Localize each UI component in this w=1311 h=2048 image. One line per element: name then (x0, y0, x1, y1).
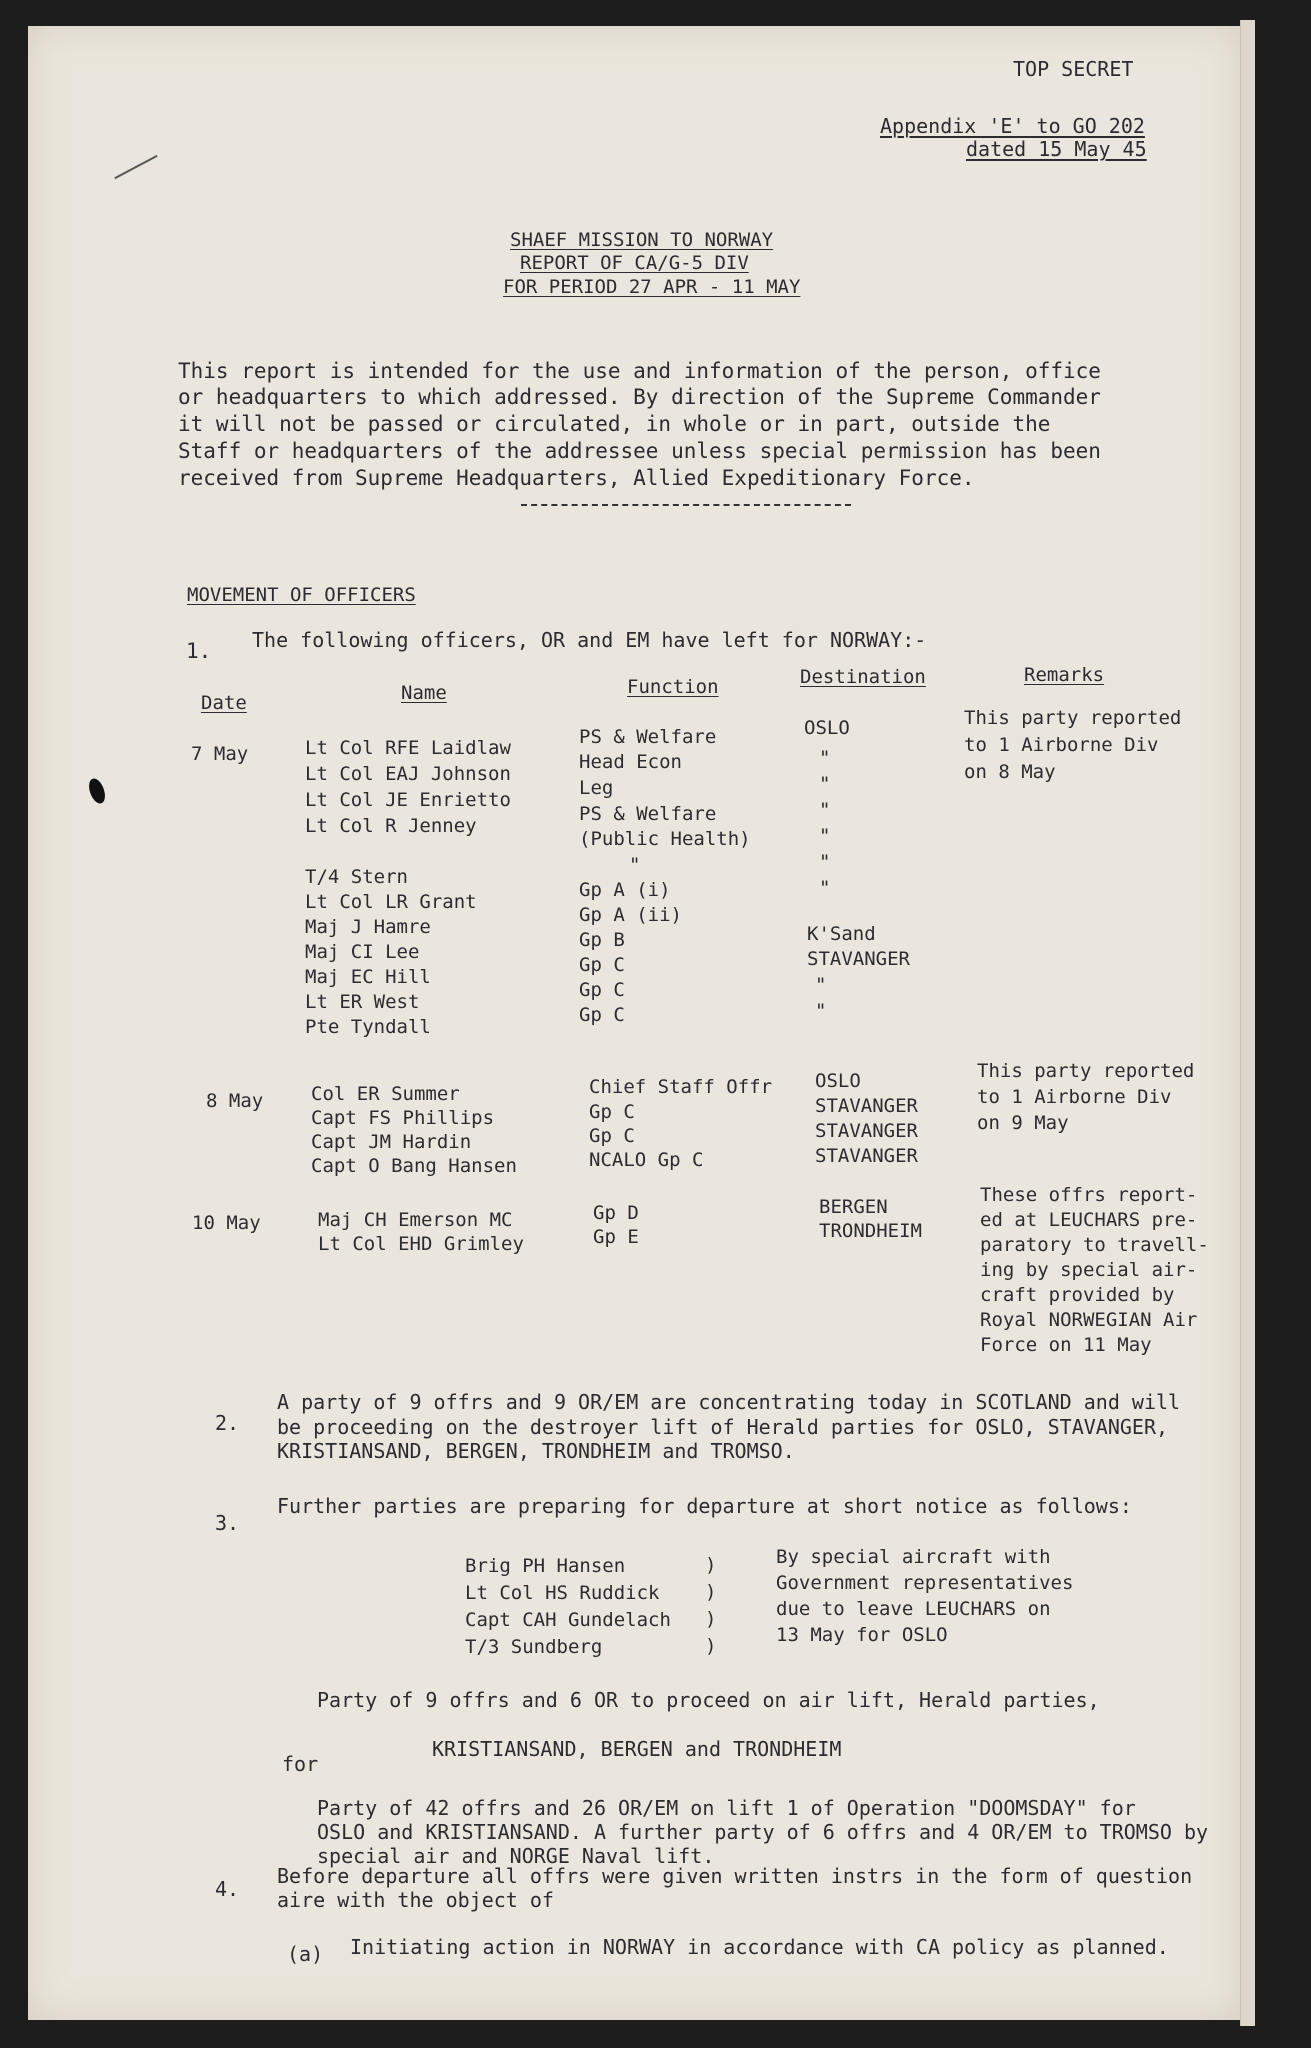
table-row-name: Maj EC Hill (305, 966, 431, 988)
notice-line-4: Staff or headquarters of the addressee unless special permission has been (178, 439, 1101, 463)
party-2-line-3: special air and NORGE Naval lift. (317, 1844, 715, 1868)
table-row-function: Gp E (593, 1226, 639, 1248)
header-name: Name (401, 682, 447, 704)
table-row-function: Chief Staff Offr (589, 1076, 773, 1098)
ink-blot (86, 776, 108, 805)
group-1-remarks: This party reported (964, 707, 1182, 729)
header-date: Date (201, 692, 247, 714)
table-row-destination: " (819, 747, 831, 769)
table-row-destination: STAVANGER (807, 948, 910, 970)
para-3-text: Further parties are preparing for departure at short notice as follows: (277, 1494, 1132, 1518)
party-2-line-1: Party of 42 offrs and 26 OR/EM on lift 1 of Operation "DOOMSDAY" for (317, 1796, 1136, 1820)
table-row-name: Capt JM Hardin (311, 1131, 472, 1153)
grouping-brace: ) (705, 1635, 717, 1657)
table-row-function: " (629, 854, 641, 876)
para-2-line-1: A party of 9 offrs and 9 OR/EM are concentrating today in SCOTLAND and will (277, 1390, 1181, 1414)
appendix-date: dated 15 May 45 (966, 137, 1147, 161)
table-row-function: PS & Welfare (579, 726, 717, 748)
group-1-remarks: to 1 Airborne Div (964, 734, 1159, 756)
notice-line-3: it will not be passed or circulated, in whole or in part, outside the (178, 412, 1051, 436)
table-row-name: Capt O Bang Hansen (311, 1155, 517, 1177)
section-heading: MOVEMENT OF OFFICERS (187, 584, 416, 606)
group-3-remarks: craft provided by (980, 1284, 1175, 1306)
table-row-name: Capt FS Phillips (311, 1107, 495, 1129)
party-detail: 13 May for OSLO (776, 1624, 948, 1646)
group-3-remarks: paratory to travell- (980, 1234, 1209, 1256)
table-row-name: Lt ER West (305, 991, 420, 1013)
party-1-line-1: Party of 9 offrs and 6 OR to proceed on air lift, Herald parties, (317, 1688, 1100, 1712)
table-row-function: PS & Welfare (579, 803, 717, 825)
title-line-3: FOR PERIOD 27 APR - 11 MAY (503, 276, 801, 298)
para-4-line-1: Before departure all offrs were given written instrs in the form of question (277, 1864, 1193, 1888)
header-function: Function (627, 676, 719, 698)
table-row-destination: " (819, 851, 831, 873)
item-a-text: Initiating action in NORWAY in accordance with CA policy as planned. (350, 1935, 1169, 1959)
table-row-function: Gp A (ii) (579, 904, 682, 926)
table-row-function: (Public Health) (579, 828, 751, 850)
appendix-reference: Appendix 'E' to GO 202 (880, 114, 1145, 138)
party-detail: By special aircraft with (776, 1546, 1051, 1568)
table-row-function: Gp C (579, 979, 625, 1001)
title-line-2: REPORT OF CA/G-5 DIV (520, 252, 749, 274)
grouping-brace: ) (705, 1554, 717, 1576)
classification-marking: TOP SECRET (1013, 57, 1134, 81)
item-a-label: (a) (287, 1942, 324, 1966)
table-row-name: Lt Col EAJ Johnson (305, 763, 511, 785)
group-3-remarks: Royal NORWEGIAN Air (980, 1309, 1198, 1331)
document-page (28, 26, 1240, 2020)
table-row-function: Gp C (589, 1101, 635, 1123)
para-2-line-3: KRISTIANSAND, BERGEN, TRONDHEIM and TROMSO. (277, 1439, 795, 1463)
party-1-for: for (282, 1752, 319, 1776)
table-row-destination: BERGEN (819, 1196, 888, 1218)
group-2-date: 8 May (206, 1090, 264, 1112)
pen-mark (114, 155, 157, 179)
para-4-number: 4. (215, 1877, 240, 1901)
party-1-line-2: KRISTIANSAND, BERGEN and TRONDHEIM (432, 1737, 842, 1761)
table-row-name: Lt Col R Jenney (305, 815, 477, 837)
para-2-line-2: be proceeding on the destroyer lift of Herald parties for OSLO, STAVANGER, (277, 1415, 1169, 1439)
table-row-destination: " (819, 799, 831, 821)
table-row-name: Lt Col JE Enrietto (305, 789, 511, 811)
party-detail: Government representatives (776, 1572, 1074, 1594)
group-1-remarks: on 8 May (964, 761, 1056, 783)
party-member: Brig PH Hansen (465, 1555, 626, 1577)
table-row-name: Maj J Hamre (305, 916, 431, 938)
notice-line-1: This report is intended for the use and information of the person, office (178, 359, 1101, 383)
underlying-page-edge (1240, 20, 1255, 2026)
table-row-destination: K'Sand (807, 923, 876, 945)
title-line-1: SHAEF MISSION TO NORWAY (510, 229, 774, 251)
group-3-remarks: These offrs report- (980, 1184, 1198, 1206)
table-row-function: NCALO Gp C (589, 1149, 704, 1171)
notice-line-5: received from Supreme Headquarters, Allied Expeditionary Force. (178, 466, 975, 490)
group-2-remarks: on 9 May (977, 1112, 1069, 1134)
group-3-remarks: ing by special air- (980, 1259, 1198, 1281)
party-detail: due to leave LEUCHARS on (776, 1598, 1051, 1620)
table-row-function: Leg (579, 777, 614, 799)
table-row-name: Lt Col LR Grant (305, 891, 477, 913)
table-row-destination: " (815, 974, 827, 996)
para-1-number: 1. (186, 639, 212, 663)
table-row-destination: OSLO (804, 717, 850, 739)
grouping-brace: ) (705, 1608, 717, 1630)
table-row-name: Lt Col EHD Grimley (318, 1233, 524, 1255)
table-row-name: Maj CI Lee (305, 941, 420, 963)
table-row-destination: STAVANGER (815, 1145, 918, 1167)
table-row-destination: " (819, 825, 831, 847)
group-2-remarks: This party reported (977, 1060, 1195, 1082)
party-2-line-2: OSLO and KRISTIANSAND. A further party of 6 offrs and 4 OR/EM to TROMSO by (317, 1820, 1209, 1844)
table-row-function: Gp A (i) (579, 879, 671, 901)
table-row-function: Gp C (579, 954, 625, 976)
group-3-remarks: ed at LEUCHARS pre- (980, 1209, 1198, 1231)
party-member: Capt CAH Gundelach (465, 1609, 671, 1631)
group-1-date: 7 May (191, 743, 249, 765)
table-row-destination: " (819, 877, 831, 899)
table-row-name: Maj CH Emerson MC (318, 1209, 513, 1231)
table-row-name: Lt Col RFE Laidlaw (305, 737, 511, 759)
grouping-brace: ) (705, 1581, 717, 1603)
table-row-destination: OSLO (815, 1070, 861, 1092)
table-row-function: Gp D (593, 1202, 639, 1224)
table-row-destination: STAVANGER (815, 1120, 918, 1142)
table-row-function: Gp C (589, 1125, 635, 1147)
table-row-destination: STAVANGER (815, 1095, 918, 1117)
table-row-function: Gp B (579, 929, 625, 951)
group-3-remarks: Force on 11 May (980, 1334, 1152, 1356)
header-destination: Destination (800, 666, 926, 688)
header-remarks: Remarks (1024, 664, 1105, 686)
para-1-text: The following officers, OR and EM have left for NORWAY:- (252, 628, 927, 652)
para-4-line-2: aire with the object of (277, 1888, 554, 1912)
notice-line-2: or headquarters to which addressed. By direction of the Supreme Commander (178, 385, 1101, 409)
table-row-function: Head Econ (579, 751, 682, 773)
table-row-destination: " (819, 773, 831, 795)
table-row-destination: TRONDHEIM (819, 1220, 922, 1242)
table-row-name: Col ER Summer (311, 1083, 460, 1105)
para-2-number: 2. (215, 1411, 240, 1435)
table-row-destination: " (815, 1000, 827, 1022)
party-member: T/3 Sundberg (465, 1636, 603, 1658)
table-row-function: Gp C (579, 1004, 625, 1026)
group-3-date: 10 May (192, 1212, 261, 1234)
group-2-remarks: to 1 Airborne Div (977, 1086, 1172, 1108)
party-member: Lt Col HS Ruddick (465, 1582, 660, 1604)
separator-rule (521, 504, 851, 506)
table-row-name: T/4 Stern (305, 866, 408, 888)
table-row-name: Pte Tyndall (305, 1016, 431, 1038)
para-3-number: 3. (215, 1511, 240, 1535)
